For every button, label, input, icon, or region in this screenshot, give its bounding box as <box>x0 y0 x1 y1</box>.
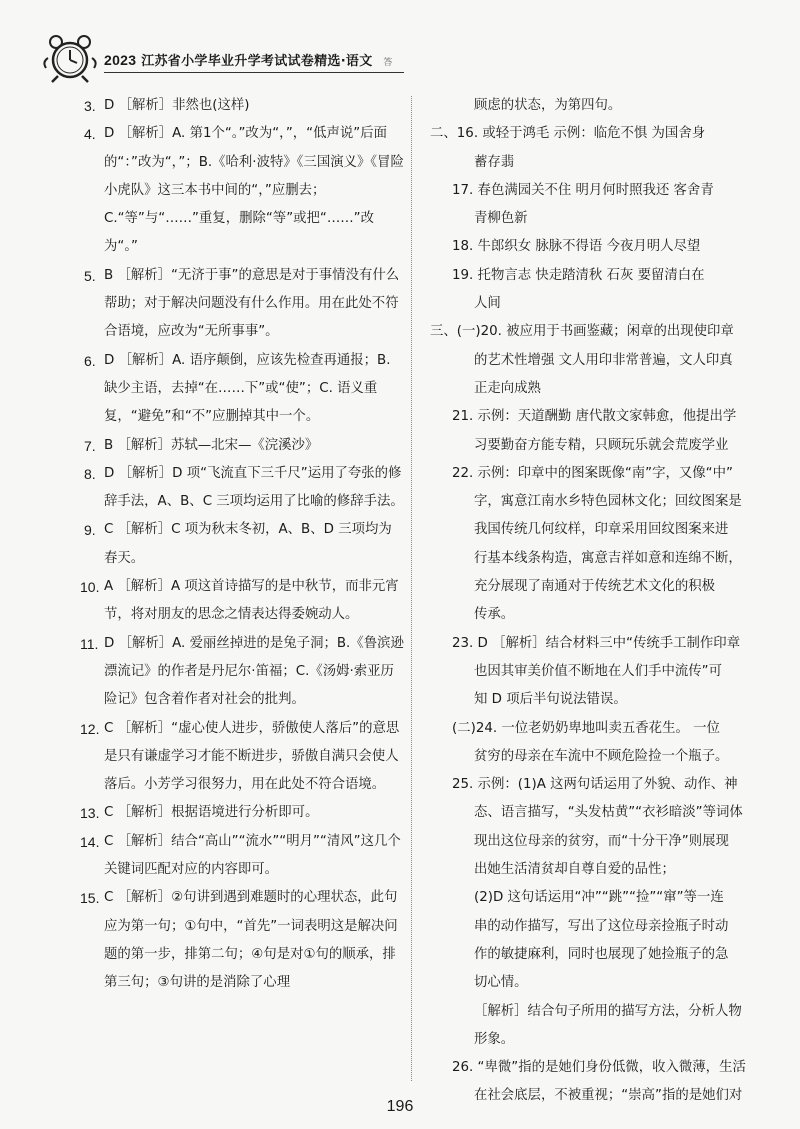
answer-line: 贫穷的母亲在车流中不顾危险捡一个瓶子。 <box>474 748 729 764</box>
answer-text: D ［解析］A. 语序颠倒，应该先检查再通报；B. 缺少主语，去掉“在……下”或“使”；C. 语义重复，“避免”和“不”应删掉其中一个。 <box>104 352 391 425</box>
answer-line: 26. “卑微”指的是她们身份低微，收入微薄，生活 <box>452 1060 746 1076</box>
answer-line: 三、(一)20. 被应用于书画鉴藏；闲章的出现使印章 <box>430 324 734 340</box>
answer-entry <box>80 828 404 885</box>
answer-line: 行基本线条构造，寓意吉祥如意和连绵不断， <box>474 550 742 566</box>
answer-line: 23. D ［解析］结合材料三中“传统手工制作印章 <box>452 635 741 651</box>
answer-entry <box>80 715 404 800</box>
answer-line: 22. 示例：印章中的图案既像“南”字，又像“中” <box>452 465 733 481</box>
answer-line: ［解析］结合句子所用的描写方法，分析人物 <box>474 1003 742 1019</box>
question-number: 5. <box>84 267 96 284</box>
answer-entry <box>84 347 404 432</box>
answer-text: A ［解析］A 项这首诗描写的是中秋节，而非元宵节，将对朋友的思念之情表达得委婉动人。 <box>104 579 399 623</box>
question-number: 4. <box>84 126 96 143</box>
answer-line: 字，寓意江南水乡特色园林文化；回纹图案是 <box>474 494 742 510</box>
answer-line: 形象。 <box>474 1031 515 1047</box>
header-title <box>104 50 393 69</box>
answer-text: C ［解析］结合“高山”“流水”“明月”“清风”这几个关键词匹配对应的内容即可。 <box>104 833 401 878</box>
answer-entry <box>84 262 404 347</box>
answer-line: 出她生活清贫却自尊自爱的品性； <box>474 862 675 878</box>
answer-line: 我国传统几何纹样，印章采用回纹图案来进 <box>474 522 729 538</box>
question-number: 14. <box>80 833 100 850</box>
answer-line: 正走向成熟 <box>474 380 541 396</box>
answer-line: 串的动作描写，写出了这位母亲捡瓶子时动 <box>474 918 729 934</box>
question-number: 9. <box>84 522 96 539</box>
answer-line: 18. 牛郎织女 脉脉不得语 今夜月明人尽望 <box>452 239 701 255</box>
answer-text: D ［解析］A. 第1个“。”改为“，”，“低声说”后面的“：”改为“，”；B.《哈利·波特》《三国演义》《冒险小虎队》这三本书中间的“，”应删去；C.“等”与“……”重复，删除“等”或把“……”改为“。” <box>104 126 404 255</box>
answer-line: 19. 托物言志 快走踏清秋 石灰 要留清白在 <box>452 267 705 283</box>
answer-text: B ［解析］“无济于事”的意思是对于事情没有什么帮助；对于解决问题没有什么作用。用在此处不符合语境，应改为“无所事事”。 <box>104 267 400 340</box>
answer-line: 顾虑的状态，为第四句。 <box>474 98 622 113</box>
answer-line: 传承。 <box>474 607 515 623</box>
page-header <box>40 28 520 88</box>
answer-text: D ［解析］A. 爱丽丝掉进的是兔子洞；B.《鲁滨逊漂流记》的作者是丹尼尔·笛福；C.《汤姆·索亚历险记》包含着作者对社会的批判。 <box>104 635 404 708</box>
answer-line: 态、语言描写，“头发枯黄”“衣衫暗淡”等词体 <box>474 805 743 821</box>
answer-entry <box>84 92 404 120</box>
answer-text: C ［解析］C 项为秋末冬初，A、B、D 三项均为春天。 <box>104 522 392 566</box>
answer-line: 现出这位母亲的贫穷，而“十分干净”则展现 <box>474 833 729 849</box>
page-number: 196 <box>386 1098 414 1115</box>
left-column <box>80 92 404 998</box>
question-number: 7. <box>84 437 96 454</box>
answer-line: 切心情。 <box>474 975 528 991</box>
header-mark: 答 <box>383 58 393 68</box>
answer-line: (二)24. 一位老奶奶卑地叫卖五香花生。 一位 <box>452 720 720 736</box>
answer-entry <box>84 432 404 460</box>
answer-text: C ［解析］“虚心使人进步，骄傲使人落后”的意思是只有谦虚学习才能不断进步，骄傲自满只会使人落后。小芳学习很努力，用在此处不符合语境。 <box>104 720 400 793</box>
answer-line: 人间 <box>474 296 501 312</box>
answer-line: 青柳色新 <box>474 211 528 227</box>
answer-entry <box>84 120 404 261</box>
answer-entry <box>80 884 404 997</box>
header-underline <box>104 72 404 73</box>
question-number: 15. <box>80 890 100 907</box>
answer-line: 蓄存翡 <box>474 154 515 170</box>
question-number: 8. <box>84 465 96 482</box>
answer-text: C ［解析］根据语境进行分析即可。 <box>104 805 319 821</box>
answer-line: 知 D 项后半句说法错误。 <box>474 692 627 708</box>
answer-entry <box>80 630 404 715</box>
answer-text: D ［解析］D 项“飞流直下三千尺”运用了夸张的修辞手法，A、B、C 三项均运用了比喻的修辞手法。 <box>104 465 404 510</box>
header-title-text: 江苏省小学毕业升学考试试卷精选·语文 <box>141 54 373 69</box>
question-number: 3. <box>84 98 96 114</box>
right-column <box>430 92 765 1111</box>
answer-entry <box>80 799 404 827</box>
question-number: 6. <box>84 352 96 369</box>
answer-line: 25. 示例：(1)A 这两句话运用了外貌、动作、神 <box>452 777 738 793</box>
answer-line: 习要勤奋方能专精，只顾玩乐就会荒废学业 <box>474 437 729 453</box>
question-number: 10. <box>80 579 100 596</box>
question-number: 12. <box>80 720 100 737</box>
alarm-clock-cartoon-icon <box>40 32 100 84</box>
answer-line: 充分展现了南通对于传统艺术文化的积极 <box>474 579 716 595</box>
answer-entry <box>84 516 404 573</box>
answer-line: 也因其审美价值不断地在人们手中流传”可 <box>474 663 722 679</box>
column-divider <box>411 96 412 1081</box>
answer-entry <box>84 460 404 517</box>
answer-text: D ［解析］非然也(这样) <box>104 98 250 113</box>
answer-line: 作的敏捷麻利，同时也展现了她捡瓶子的急 <box>474 946 729 962</box>
question-number: 11. <box>80 635 99 652</box>
answer-line: 21. 示例：天道酬勤 唐代散文家韩愈，他提出学 <box>452 409 737 425</box>
answer-text: B ［解析］苏轼—北宋—《浣溪沙》 <box>104 437 319 453</box>
answer-entry <box>80 573 404 630</box>
answer-line: 二、16. 或轻于鸿毛 示例：临危不惧 为国舍身 <box>430 126 706 142</box>
answer-line: 17. 春色满园关不住 明月何时照我还 客舍青 <box>452 182 714 198</box>
answer-line: 的艺术性增强 文人用印非常普遍，文人印真 <box>474 352 733 368</box>
answer-line: (2)D 这句话运用“冲”“跳”“捡”“窜”等一连 <box>474 890 724 906</box>
answer-line: 在社会底层，不被重视；“崇高”指的是她们对 <box>474 1088 743 1104</box>
question-number: 13. <box>80 805 100 822</box>
header-year: 2023 <box>104 52 137 68</box>
answer-text: C ［解析］②句讲到遇到难题时的心理状态，此句应为第一句；①句中，“首先”一词表明这是解决问题的第一步，排第二句；④句是对①句的顺承，排第三句；③句讲的是消除了心理 <box>104 890 398 991</box>
